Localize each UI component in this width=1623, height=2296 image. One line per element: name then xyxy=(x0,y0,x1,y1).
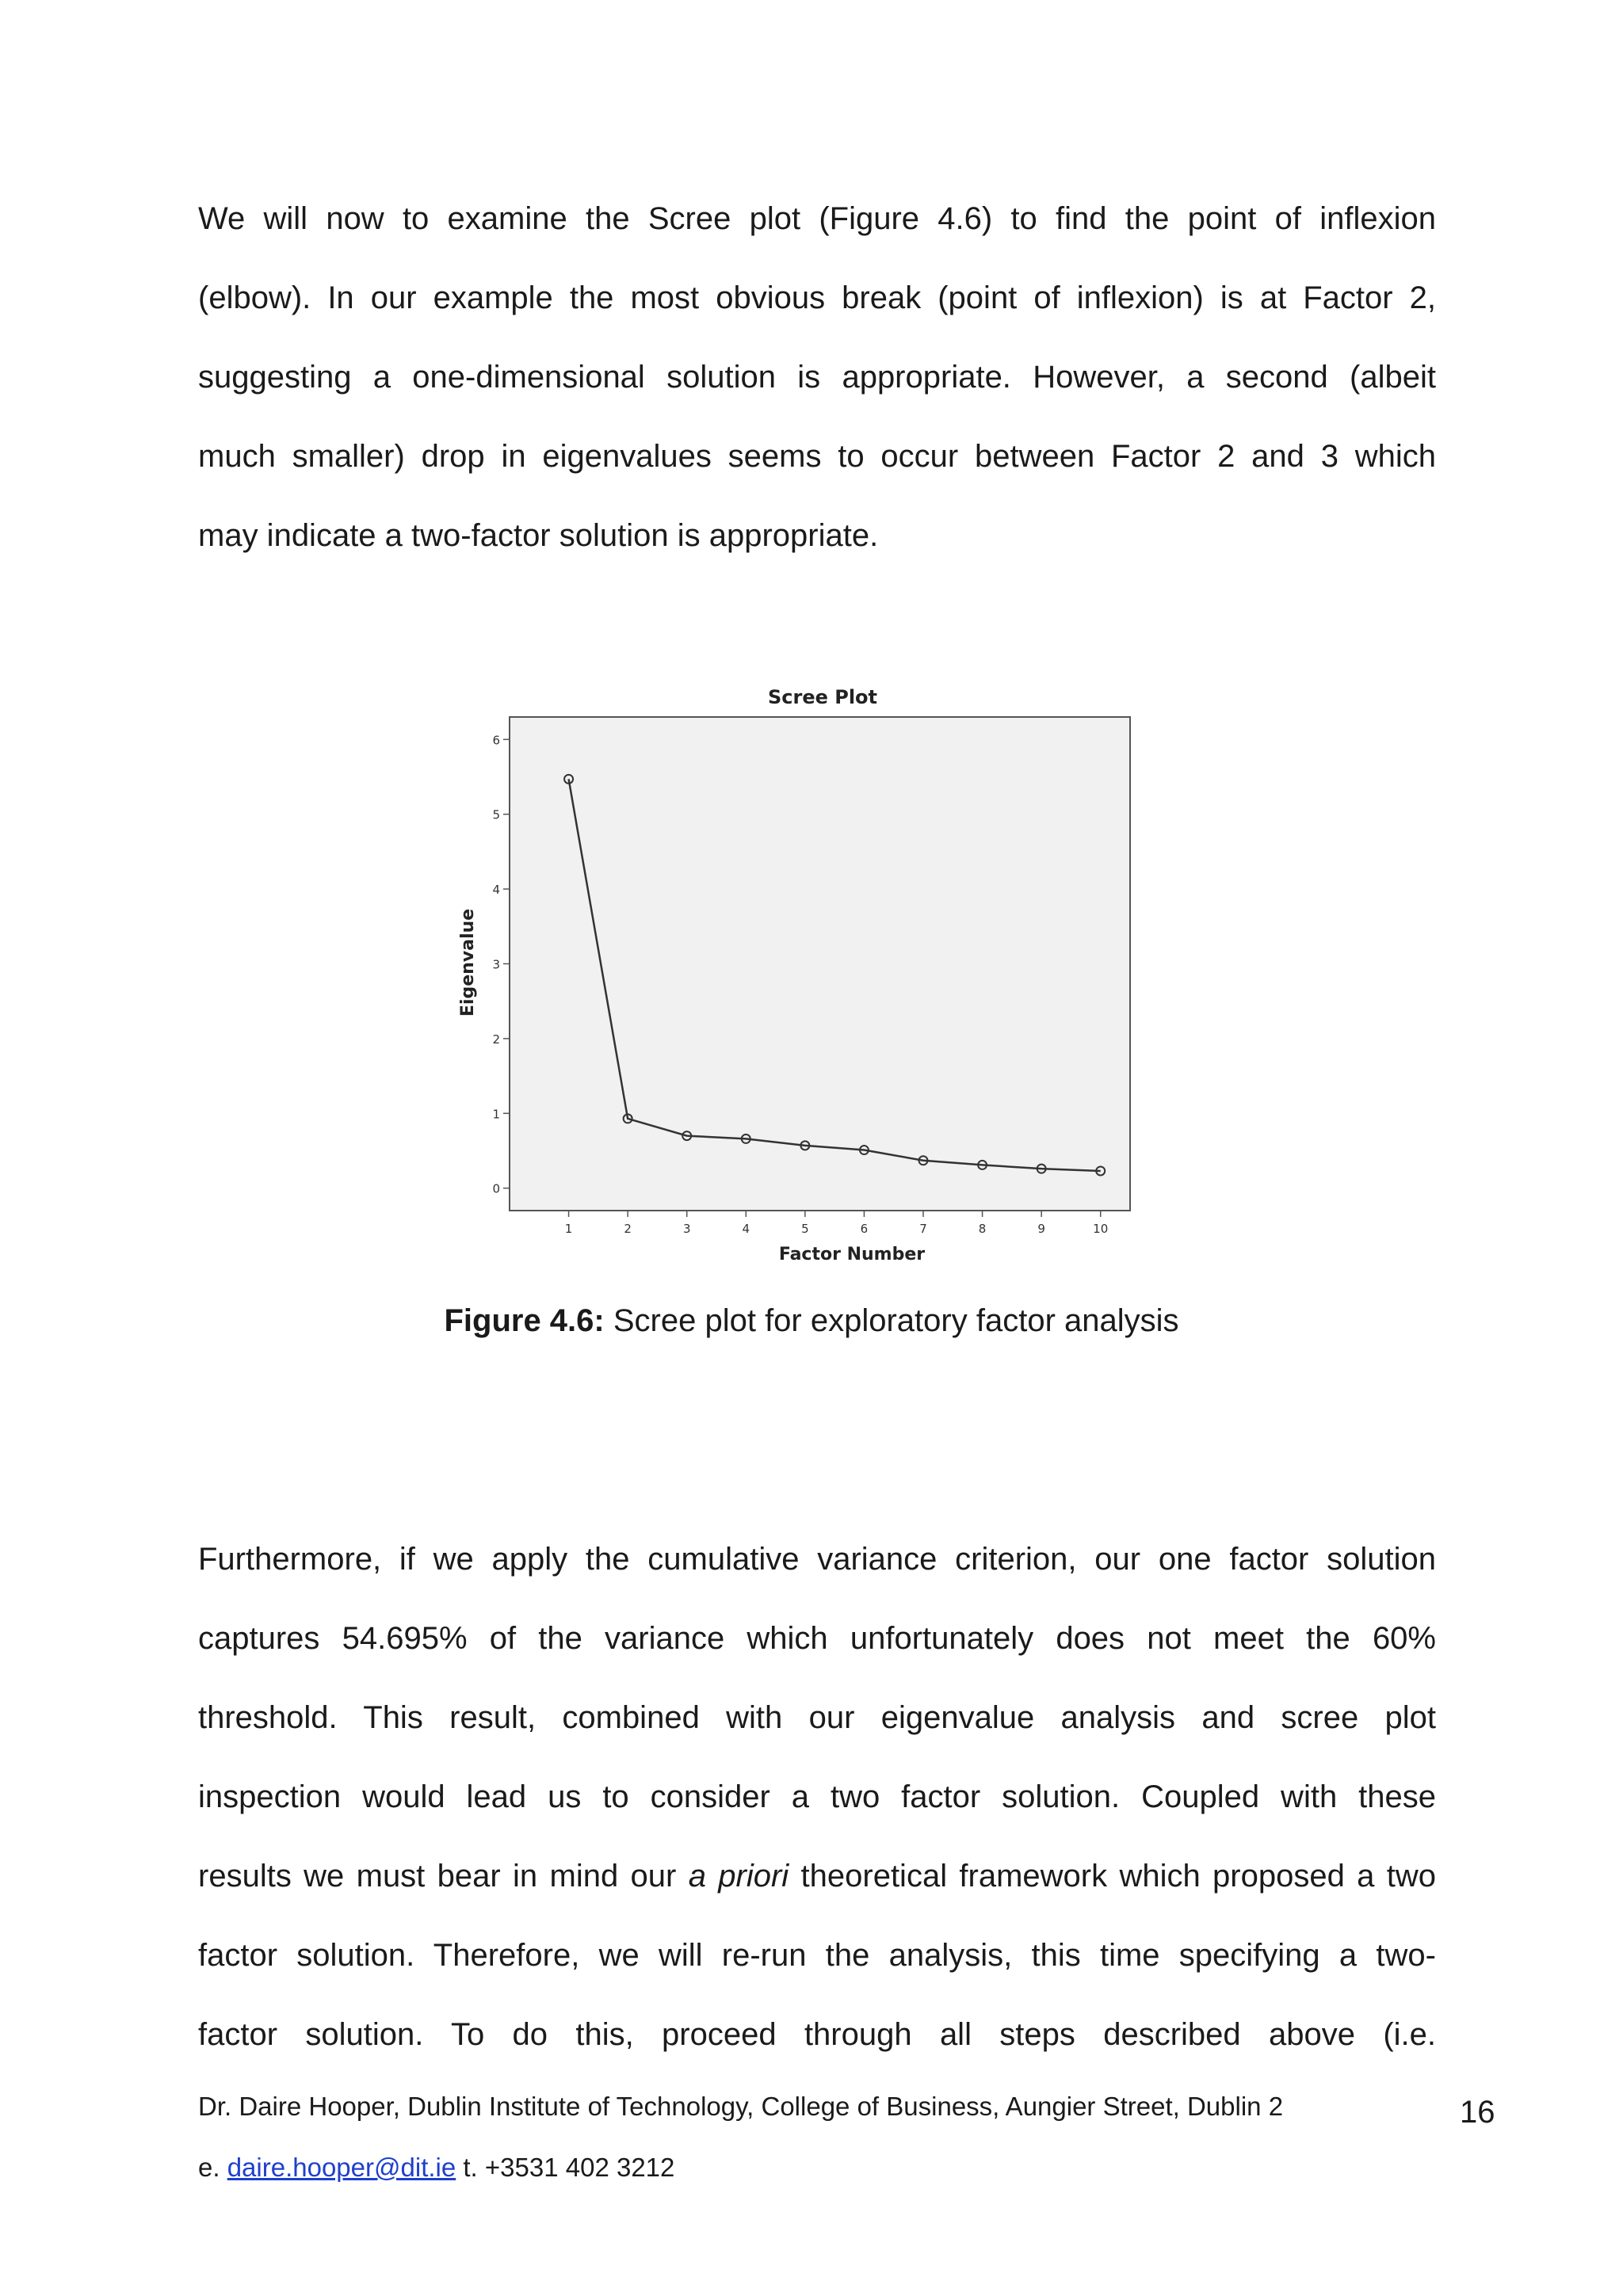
text-line: captures 54.695% of the variance which unfortunately does not meet the 60% xyxy=(198,1621,1436,1656)
text-line: factor solution. Therefore, we will re-run the analysis, this time specifying a two- xyxy=(198,1938,1436,1973)
y-axis-label: Eigenvalue xyxy=(458,908,478,1017)
text-line: suggesting a one-dimensional solution is appropriate. However, a second (albeit xyxy=(198,360,1436,395)
y-tick-label: 0 xyxy=(492,1181,500,1196)
x-tick-label: 1 xyxy=(564,1222,573,1236)
chart-title: Scree Plot xyxy=(767,686,878,708)
email-prefix: e. xyxy=(198,2153,227,2182)
text-line: much smaller) drop in eigenvalues seems to occur between Factor 2 and 3 which xyxy=(198,439,1436,474)
text-line xyxy=(198,1836,1436,1916)
figure-caption xyxy=(0,1303,1623,1339)
footer-author: Dr. Daire Hooper, Dublin Institute of Technology, College of Business, Aungier Street, Dublin 2 xyxy=(198,2092,1284,2121)
text-line: Furthermore, if we apply the cumulative variance criterion, our one factor solution xyxy=(198,1542,1436,1577)
paragraph-conclusion xyxy=(198,1520,1436,2074)
text-segment: results we must bear in mind our xyxy=(198,1859,689,1894)
x-tick-label: 9 xyxy=(1037,1222,1045,1236)
phone-text: t. +3531 402 3212 xyxy=(456,2153,675,2182)
text-line: may indicate a two-factor solution is appropriate. xyxy=(198,518,879,553)
page-number: 16 xyxy=(1460,2095,1495,2130)
italic-term: a priori xyxy=(688,1859,789,1894)
text-line: We will now to examine the Scree plot (Figure 4.6) to find the point of inflexion xyxy=(198,201,1436,236)
email-link[interactable]: daire.hooper@dit.ie xyxy=(227,2153,456,2182)
scree-plot-figure xyxy=(444,673,1205,1268)
figure-label: Figure 4.6: xyxy=(444,1303,605,1338)
y-tick-label: 5 xyxy=(492,807,500,822)
text-line: inspection would lead us to consider a two factor solution. Coupled with these xyxy=(198,1779,1436,1814)
scree-plot-chart xyxy=(444,673,1205,1268)
text-line: (elbow). In our example the most obvious break (point of inflexion) is at Factor 2, xyxy=(198,280,1436,315)
y-tick-label: 1 xyxy=(492,1107,500,1122)
y-tick-label: 3 xyxy=(492,957,500,972)
footer-contact xyxy=(198,2153,674,2183)
text-line: threshold. This result, combined with our eigenvalue analysis and scree plot xyxy=(198,1700,1436,1735)
x-tick-label: 4 xyxy=(742,1222,750,1236)
x-tick-label: 7 xyxy=(919,1222,927,1236)
x-tick-label: 3 xyxy=(682,1222,691,1236)
figure-caption-text: Scree plot for exploratory factor analysis xyxy=(613,1303,1179,1338)
text-line: factor solution. To do this, proceed through all steps described above (i.e. xyxy=(198,2017,1436,2052)
x-tick-label: 6 xyxy=(860,1222,869,1236)
y-tick-label: 2 xyxy=(492,1032,500,1047)
y-tick-label: 4 xyxy=(492,883,500,898)
x-tick-label: 8 xyxy=(978,1222,987,1236)
y-tick-label: 6 xyxy=(492,733,500,748)
x-axis-label: Factor Number xyxy=(778,1245,926,1264)
x-tick-label: 2 xyxy=(624,1222,632,1236)
x-tick-label: 5 xyxy=(801,1222,809,1236)
x-tick-label: 10 xyxy=(1093,1222,1109,1236)
paragraph-intro xyxy=(198,179,1436,575)
text-segment: theoretical framework which proposed a two xyxy=(789,1859,1437,1894)
plot-area xyxy=(510,717,1130,1211)
